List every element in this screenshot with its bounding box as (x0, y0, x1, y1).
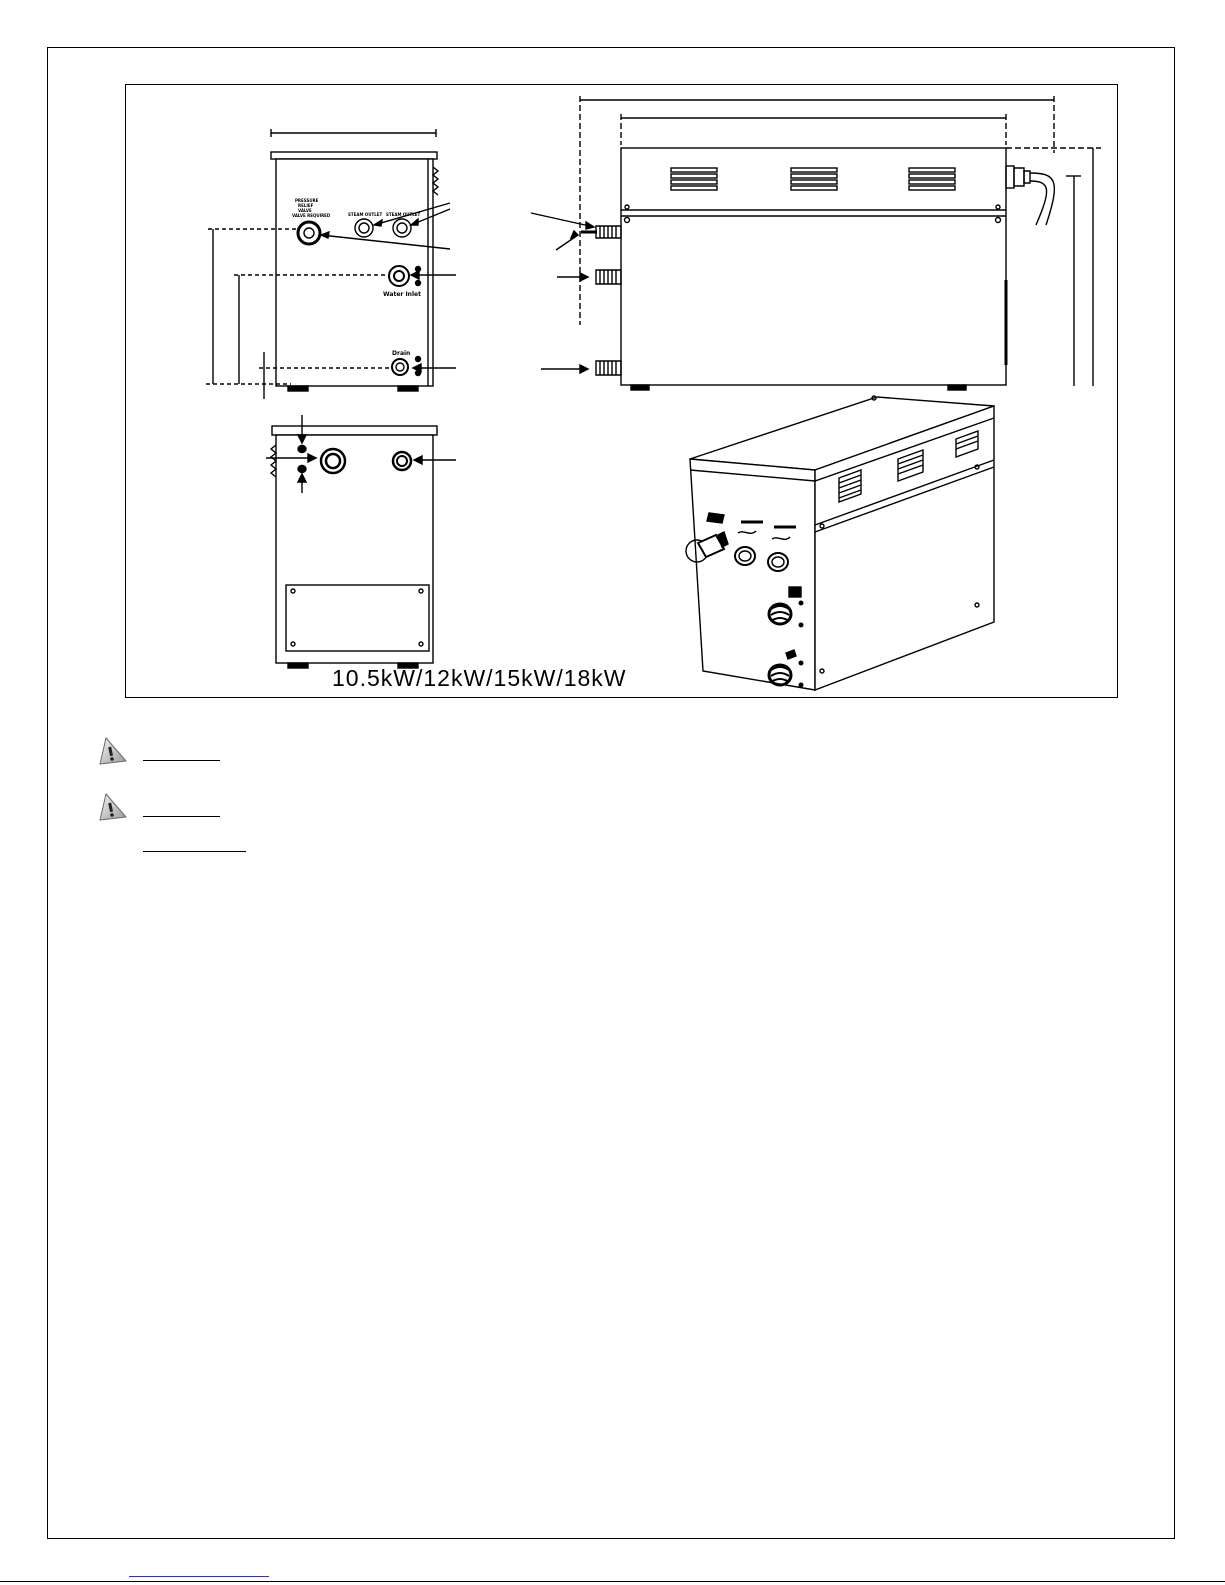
warning-underline-2 (143, 816, 220, 817)
steam-outlet-label-1: STEAM OUTLET (348, 212, 383, 217)
warning-row-1 (95, 736, 129, 766)
pressure-relief-label-2: RELIEF (298, 203, 314, 208)
side-view (531, 96, 1101, 390)
footer-link-underline[interactable] (129, 1576, 269, 1577)
warning-triangle-icon (95, 792, 129, 822)
isometric-view (686, 396, 994, 690)
model-caption: 10.5kW/12kW/15kW/18kW (332, 665, 627, 691)
steam-outlet-label-2: STEAM OUTLET (386, 212, 421, 217)
diagram-drawing (126, 85, 1118, 698)
warning-underline-1 (143, 760, 220, 761)
pressure-relief-label-3: VALVE (298, 208, 312, 213)
footer-rule (0, 1581, 1225, 1582)
warning-underline-3 (143, 851, 246, 852)
bottom-view (266, 415, 456, 668)
front-view (206, 129, 456, 399)
warning-row-2 (95, 792, 129, 822)
steam-generator-diagram (125, 84, 1118, 698)
warning-triangle-icon (95, 736, 129, 766)
pressure-relief-label-1: PRESSURE (295, 198, 319, 203)
drain-label: Drain (392, 350, 411, 357)
water-inlet-label: Water Inlet (383, 291, 421, 298)
pressure-relief-label-4: VALVE REQUIRED (292, 213, 331, 218)
